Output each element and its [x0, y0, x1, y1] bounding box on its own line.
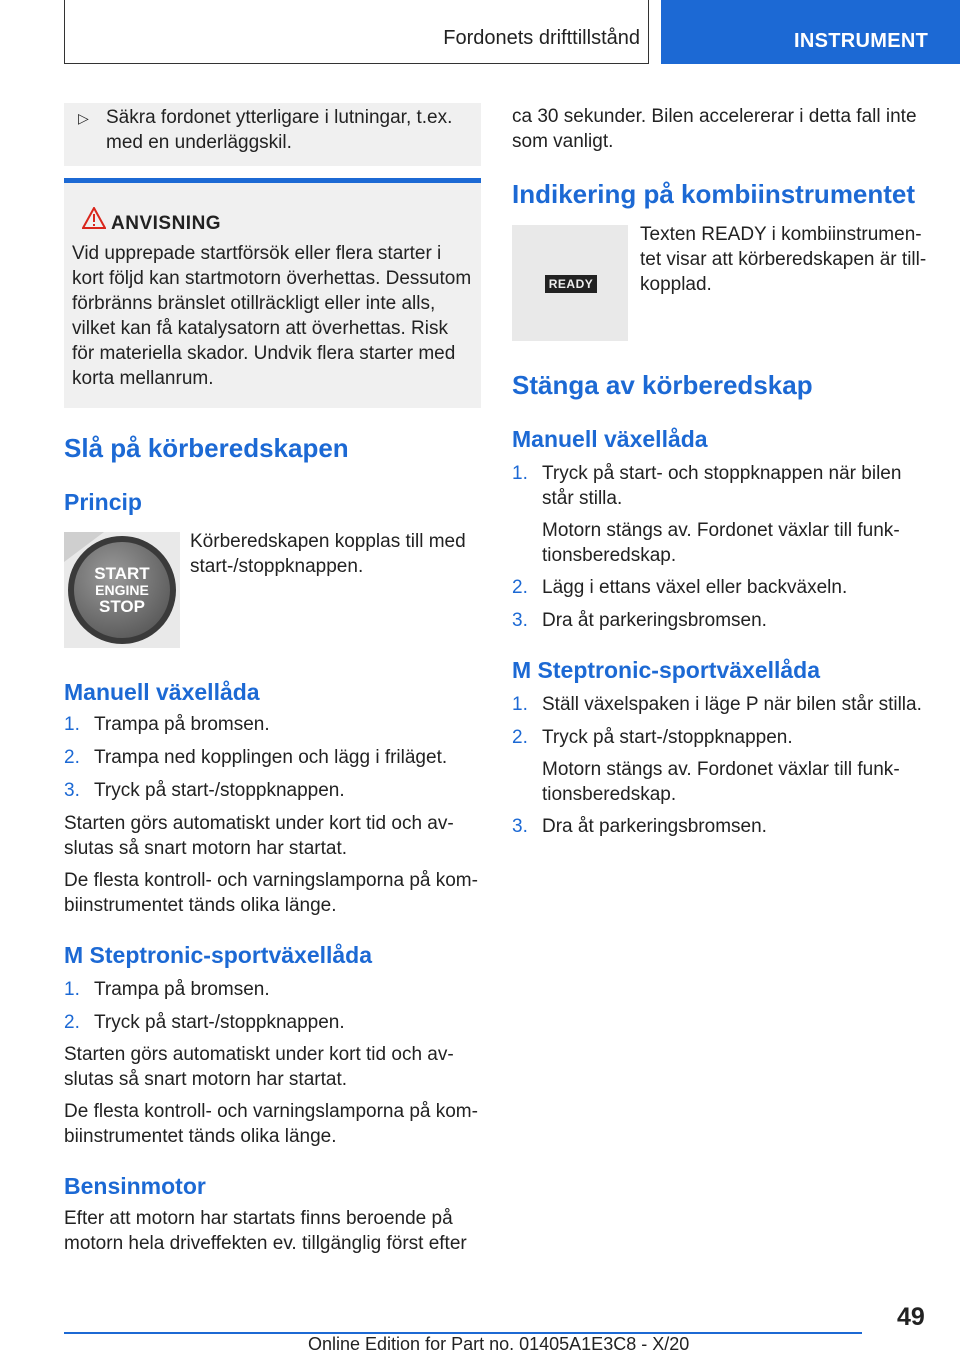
- triangle-right-icon: ▷: [78, 110, 89, 126]
- list-number: 3.: [512, 610, 528, 631]
- list-text: Trampa ned kopplingen och lägg i friläget.: [94, 747, 448, 768]
- list-number: 1.: [64, 714, 80, 735]
- heading-switch-off: Stänga av körberedskap: [512, 370, 813, 400]
- list-text: Dra åt parkeringsbromsen.: [542, 816, 767, 837]
- list-text: Ställ växelspaken i läge P när bilen står stilla.: [542, 694, 922, 715]
- warning-body: Vid upprepade startförsök eller flera starter i kort följd kan startmotorn överhettas. Dessutom förbränns bränslet otillräckligt eller inte alls, vilket kan få katalysatorn att överhettas. Risk för materiella skador. Undvik flera starter med korta mellanrum.: [72, 243, 472, 389]
- ready-display-image: [512, 225, 628, 341]
- paragraph: De flesta kontroll- och varningslamporna på kombiinstrumentet tänds olika länge.: [64, 870, 478, 916]
- list-number: 1.: [512, 463, 528, 484]
- tip-text: Säkra fordonet ytterligare i lutningar, t.ex. med en underläggskil.: [106, 107, 453, 153]
- paragraph: De flesta kontroll- och varningslamporna på kombiinstrumentet tänds olika länge.: [64, 1101, 478, 1147]
- button-label-stop: STOP: [99, 597, 145, 616]
- list-text: Tryck på start-/stoppknappen.: [94, 780, 345, 801]
- heading-start-readiness: Slå på körberedskapen: [64, 433, 349, 463]
- paragraph: Starten görs automatiskt under kort tid och avslutas så snart motorn har startat.: [64, 813, 454, 859]
- heading-indicator: Indikering på kombiinstrumentet: [512, 179, 916, 209]
- principle-text: Körberedskapen kopplas till med start-/stoppknappen.: [190, 531, 466, 577]
- list-number: 2.: [512, 727, 528, 748]
- warning-title: ANVISNING: [111, 213, 222, 234]
- step-note: Motorn stängs av. Fordonet växlar till funktionsberedskap.: [542, 759, 900, 805]
- start-stop-button-icon: [64, 532, 180, 648]
- step-note: Motorn stängs av. Fordonet växlar till funktionsberedskap.: [542, 520, 900, 566]
- tab-instrument[interactable]: [661, 0, 960, 64]
- list-number: 1.: [64, 979, 80, 1000]
- list-text: Dra åt parkeringsbromsen.: [542, 610, 767, 631]
- heading-petrol-engine: Bensinmotor: [64, 1173, 206, 1199]
- tab-label: INSTRUMENT: [794, 30, 929, 52]
- list-text: Lägg i ettans växel eller backväxeln.: [542, 577, 848, 598]
- button-label-engine: ENGINE: [95, 582, 149, 598]
- heading-steptronic-off: M Steptronic-sportväxellåda: [512, 657, 821, 683]
- indicator-text: Texten READY i kombiinstrumentet visar att körberedskapen är tillkopplad.: [640, 224, 927, 295]
- list-number: 3.: [64, 780, 80, 801]
- list-number: 1.: [512, 694, 528, 715]
- tip-box: [64, 103, 481, 166]
- list-text: Trampa på bromsen.: [94, 714, 270, 735]
- list-text: Tryck på start-/stoppknappen.: [94, 1012, 345, 1033]
- list-number: 3.: [512, 816, 528, 837]
- warning-box: [64, 178, 481, 408]
- list-text: Tryck på start- och stoppknappen när bilen står stilla.: [542, 463, 902, 509]
- start-stop-button-image: [64, 532, 180, 648]
- section-title: Fordonets drifttillstånd: [443, 27, 640, 49]
- heading-manual-gearbox-off: Manuell växellåda: [512, 426, 708, 452]
- list-number: 2.: [64, 747, 80, 768]
- list-text: Trampa på bromsen.: [94, 979, 270, 1000]
- paragraph: Efter att motorn har startats finns beroende på motorn hela driveffekten ev. tillgänglig först efter: [64, 1208, 467, 1254]
- heading-steptronic: M Steptronic-sportväxellåda: [64, 942, 373, 968]
- footer-edition: Online Edition for Part no. 01405A1E3C8 - X/20: [308, 1334, 690, 1354]
- list-number: 2.: [64, 1012, 80, 1033]
- list-text: Tryck på start-/stoppknappen.: [542, 727, 793, 748]
- page-number: 49: [897, 1303, 925, 1331]
- ready-label: READY: [545, 275, 597, 293]
- warning-icon: [82, 207, 106, 229]
- paragraph: ca 30 sekunder. Bilen accelererar i detta fall inte som vanligt.: [512, 106, 917, 152]
- button-label-start: START: [94, 564, 150, 583]
- list-number: 2.: [512, 577, 528, 598]
- heading-principle: Princip: [64, 489, 142, 515]
- paragraph: Starten görs automatiskt under kort tid och avslutas så snart motorn har startat.: [64, 1044, 454, 1090]
- heading-manual-gearbox: Manuell växellåda: [64, 679, 260, 705]
